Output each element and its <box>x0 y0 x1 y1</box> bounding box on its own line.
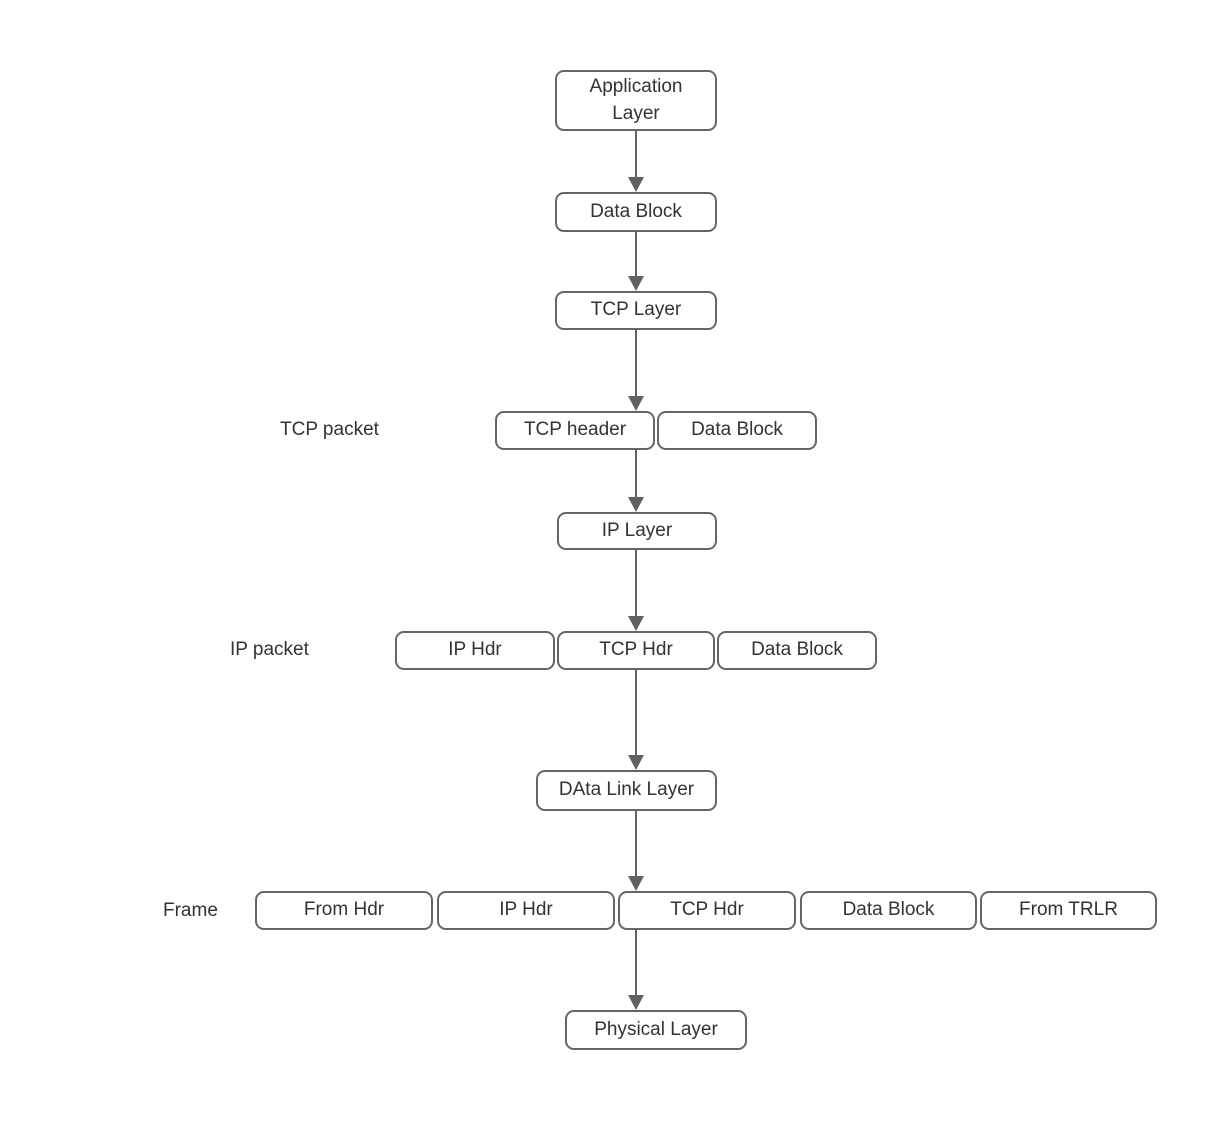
node-ip-hdr-ip-packet: IP Hdr <box>395 631 555 670</box>
arrow-line <box>635 811 637 876</box>
arrow-down-icon <box>628 755 644 770</box>
node-tcp-hdr-frame: TCP Hdr <box>618 891 796 930</box>
node-tcp-layer: TCP Layer <box>555 291 717 330</box>
arrow-down-icon <box>628 276 644 291</box>
arrow-line <box>635 550 637 616</box>
arrow-down-icon <box>628 616 644 631</box>
arrow-down-icon <box>628 396 644 411</box>
arrow-line <box>635 330 637 396</box>
node-tcp-hdr-ip-packet: TCP Hdr <box>557 631 715 670</box>
arrow-down-icon <box>628 876 644 891</box>
node-data-block-top: Data Block <box>555 192 717 232</box>
arrow-line <box>635 670 637 755</box>
node-physical-layer: Physical Layer <box>565 1010 747 1050</box>
node-application-layer: Application Layer <box>555 70 717 131</box>
node-data-block-ip-packet: Data Block <box>717 631 877 670</box>
node-ip-layer: IP Layer <box>557 512 717 550</box>
node-from-hdr: From Hdr <box>255 891 433 930</box>
node-data-link-layer: DAta Link Layer <box>536 770 717 811</box>
node-data-block-frame: Data Block <box>800 891 977 930</box>
row-label-tcp-packet: TCP packet <box>280 419 379 440</box>
row-label-frame: Frame <box>163 900 218 921</box>
arrow-line <box>635 131 637 177</box>
arrow-down-icon <box>628 177 644 192</box>
node-ip-hdr-frame: IP Hdr <box>437 891 615 930</box>
arrow-line <box>635 930 637 995</box>
row-label-ip-packet: IP packet <box>230 639 309 660</box>
arrow-down-icon <box>628 497 644 512</box>
node-data-block-tcp-packet: Data Block <box>657 411 817 450</box>
arrow-line <box>635 232 637 276</box>
arrow-line <box>635 450 637 497</box>
node-tcp-header: TCP header <box>495 411 655 450</box>
arrow-down-icon <box>628 995 644 1010</box>
node-from-trlr: From TRLR <box>980 891 1157 930</box>
